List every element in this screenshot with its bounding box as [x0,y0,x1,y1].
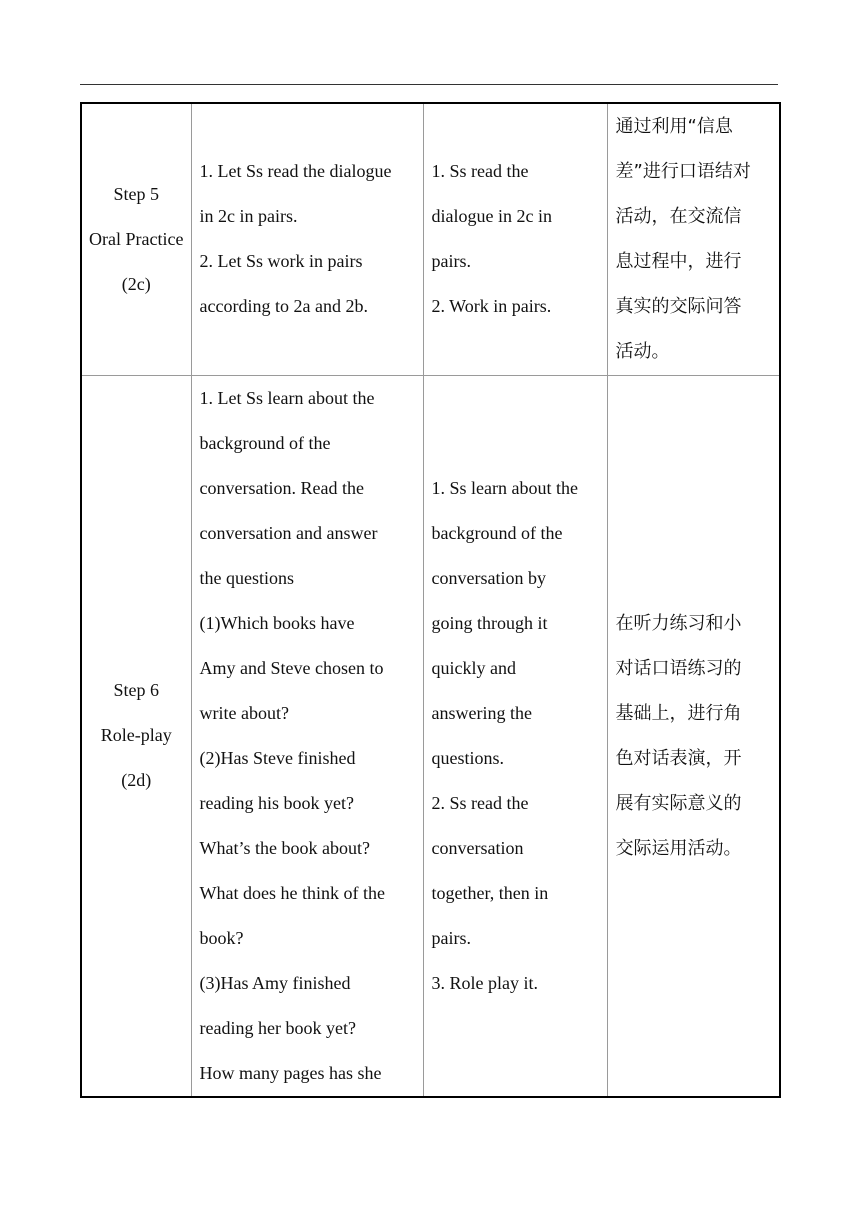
text-line: 1. Let Ss learn about the [199,387,375,408]
text-line: 基础上，进行角 [615,702,742,724]
text-line: (1)Which books have [199,612,355,633]
text-line: write about? [199,702,289,723]
step-cell [81,103,191,375]
text-line: 色对话表演，开 [615,747,742,769]
text-line: dialogue in 2c in [431,206,552,227]
step-ref: (2c) [121,273,151,294]
text-line: 3. Role play it. [431,972,538,993]
text-line: in 2c in pairs. [199,206,298,227]
teacher-activity-cell [191,103,423,375]
text-line: 1. Let Ss read the dialogue [199,161,392,182]
text-line: 1. Ss learn about the [431,477,578,498]
text-line: conversation [431,837,524,858]
text-line: going through it [431,612,548,633]
text-line: answering the [431,702,532,723]
text-line: 通过利用“信息 [615,116,733,138]
text-line: conversation by [431,567,546,588]
text-line: (2)Has Steve finished [199,747,356,768]
text-line: reading her book yet? [199,1017,356,1038]
text-line: pairs. [431,927,471,948]
purpose-cell [607,103,780,375]
text-line: 2. Work in pairs. [431,296,552,317]
table-row [81,375,780,1097]
text-line: 活动。 [615,341,670,363]
text-line: 活动，在交流信 [615,206,742,228]
text-line: 2. Ss read the [431,792,529,813]
text-line: 交际运用活动。 [615,837,742,859]
header-rule [80,84,778,85]
text-line: according to 2a and 2b. [199,296,368,317]
text-line: 1. Ss read the [431,161,529,182]
student-activity-cell [423,375,607,1097]
text-line: background of the [199,432,331,453]
text-line: 在听力练习和小 [615,612,742,634]
text-line: How many pages has she [199,1062,382,1083]
text-line: together, then in [431,882,549,903]
text-line: What does he think of the [199,882,385,903]
step-name: Oral Practice [89,228,184,249]
table-row [81,103,780,375]
text-line: 对话口语练习的 [615,657,742,679]
text-line: book? [199,927,244,948]
text-line: quickly and [431,657,516,678]
text-line: 真实的交际问答 [615,296,742,318]
text-line: (3)Has Amy finished [199,972,351,993]
text-line: reading his book yet? [199,792,354,813]
teacher-activity-cell [191,375,423,1097]
purpose-cell [607,375,780,1097]
student-activity-cell [423,103,607,375]
text-line: What’s the book about? [199,837,370,858]
step-name: Role-play [100,725,172,745]
text-line: conversation and answer [199,522,378,543]
text-line: 息过程中，进行 [615,251,742,273]
text-line: conversation. Read the [199,477,364,498]
step-cell [81,375,191,1097]
text-line: the questions [199,567,294,588]
text-line: pairs. [431,251,471,272]
text-line: 差”进行口语结对 [615,161,751,183]
step-label: Step 5 [113,183,159,204]
text-line: 展有实际意义的 [615,792,742,814]
step-ref: (2d) [121,770,152,790]
text-line: questions. [431,747,505,768]
lesson-plan-table [80,102,781,1098]
text-line: 2. Let Ss work in pairs [199,251,363,272]
step-label: Step 6 [113,680,159,700]
text-line: Amy and Steve chosen to [199,657,384,678]
text-line: background of the [431,522,563,543]
